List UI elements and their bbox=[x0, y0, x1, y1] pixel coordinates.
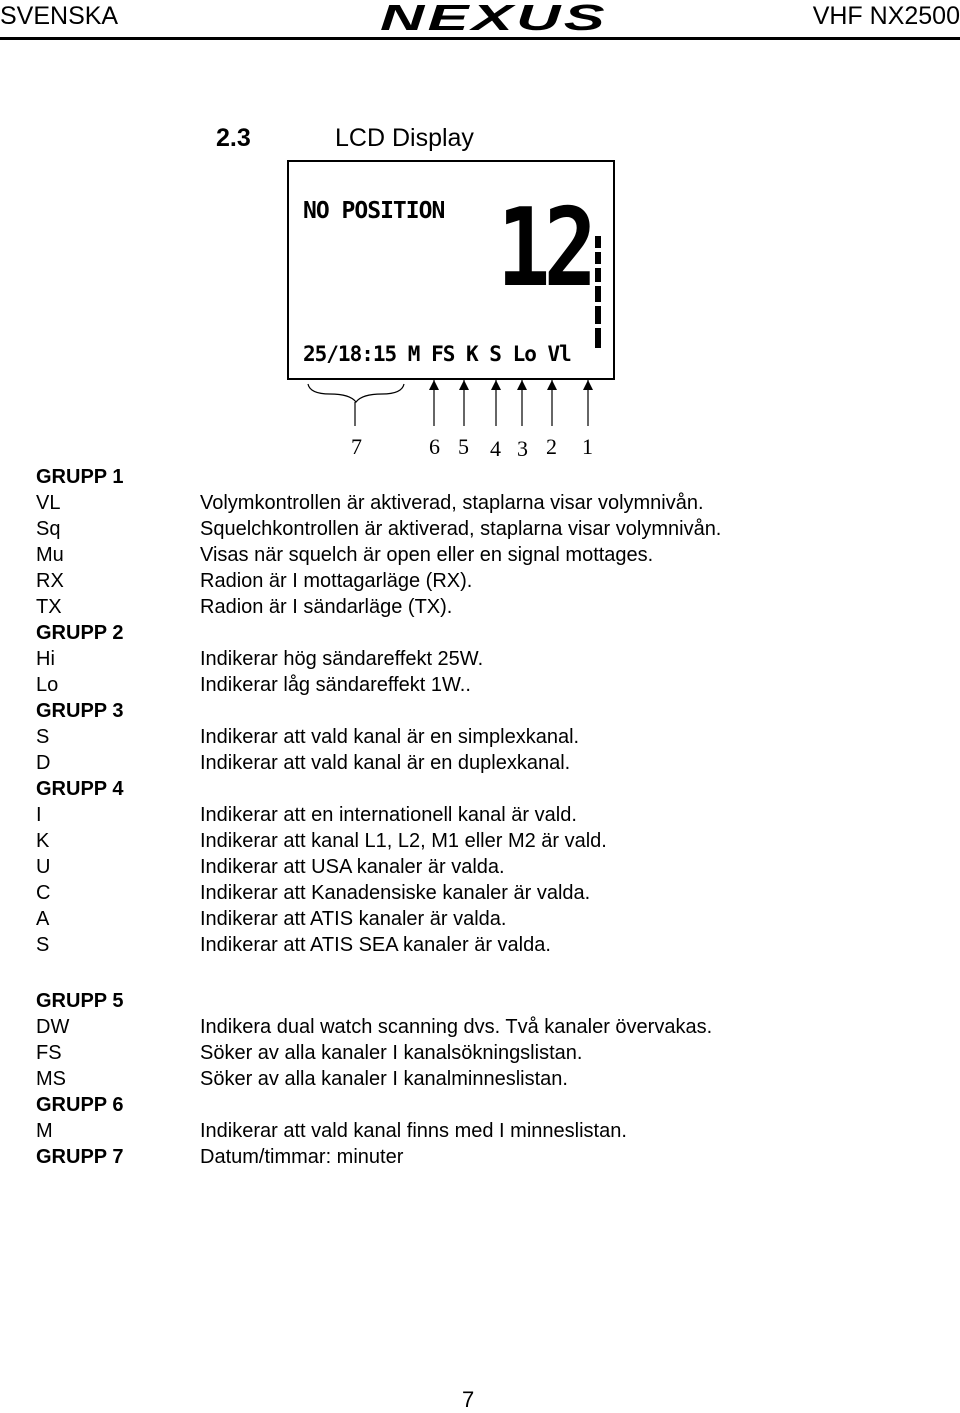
indicator-description: Indikerar att Kanadensiske kanaler är valda. bbox=[200, 882, 591, 904]
indicator-description: Indikerar att vald kanal är en simplexkanal. bbox=[200, 726, 580, 748]
indicator-code: S bbox=[36, 726, 50, 748]
indicator-description: Indikerar att vald kanal är en duplexkanal. bbox=[200, 752, 571, 774]
volume-level-bars bbox=[595, 236, 603, 342]
header-model: VHF NX2500 bbox=[812, 2, 960, 30]
indicator-description: Indikerar att ATIS SEA kanaler är valda. bbox=[200, 934, 551, 956]
lcd-status-row: 25/18:15 M FS K S Lo Vl bbox=[303, 342, 571, 366]
group-label: GRUPP 5 bbox=[36, 990, 124, 1012]
svg-text:NEXUS: NEXUS bbox=[380, 0, 608, 36]
section-number: 2.3 bbox=[216, 124, 251, 152]
callout-arrow-6 bbox=[429, 380, 439, 426]
indicator-description: Indikerar att USA kanaler är valda. bbox=[200, 856, 505, 878]
group-label: GRUPP 7 bbox=[36, 1146, 124, 1168]
indicator-code: K bbox=[36, 830, 50, 852]
indicator-code: I bbox=[36, 804, 42, 826]
nexus-logo bbox=[376, 0, 612, 36]
volume-bar bbox=[595, 328, 601, 348]
indicator-description: Visas när squelch är open eller en signal mottages. bbox=[200, 544, 654, 566]
indicator-description: Datum/timmar: minuter bbox=[200, 1146, 404, 1168]
indicator-description: Indikerar hög sändareffekt 25W. bbox=[200, 648, 484, 670]
indicator-code: DW bbox=[36, 1016, 70, 1038]
indicator-description: Radion är I sändarläge (TX). bbox=[200, 596, 453, 618]
indicator-code: VL bbox=[36, 492, 61, 514]
lcd-callouts bbox=[300, 380, 620, 460]
indicator-description: Indikerar låg sändareffekt 1W.. bbox=[200, 674, 471, 696]
indicator-code: Sq bbox=[36, 518, 61, 540]
indicator-code: Lo bbox=[36, 674, 59, 696]
callout-number-2: 2 bbox=[546, 434, 557, 459]
lcd-display bbox=[287, 160, 615, 380]
callout-number-4: 4 bbox=[490, 436, 501, 461]
page-header bbox=[0, 0, 960, 40]
volume-bar bbox=[595, 268, 601, 282]
indicator-description: Volymkontrollen är aktiverad, staplarna visar volymnivån. bbox=[200, 492, 704, 514]
callout-number-6: 6 bbox=[429, 434, 440, 459]
indicator-code: A bbox=[36, 908, 50, 930]
group-label: GRUPP 1 bbox=[36, 466, 124, 488]
callout-number-7: 7 bbox=[351, 434, 362, 459]
indicator-code: C bbox=[36, 882, 51, 904]
indicator-code: D bbox=[36, 752, 51, 774]
volume-bar bbox=[595, 286, 601, 302]
indicator-description: Söker av alla kanaler I kanalsökningslistan. bbox=[200, 1042, 583, 1064]
volume-bar bbox=[595, 306, 601, 324]
indicator-code: Hi bbox=[36, 648, 55, 670]
section-title: LCD Display bbox=[335, 124, 474, 152]
indicator-code: MS bbox=[36, 1068, 66, 1090]
group-label: GRUPP 6 bbox=[36, 1094, 124, 1116]
indicator-description: Indikerar att kanal L1, L2, M1 eller M2 är vald. bbox=[200, 830, 607, 852]
group-label: GRUPP 2 bbox=[36, 622, 124, 644]
indicator-description: Söker av alla kanaler I kanalminneslistan. bbox=[200, 1068, 568, 1090]
indicator-code: Mu bbox=[36, 544, 64, 566]
volume-bar bbox=[595, 236, 601, 248]
indicator-code: M bbox=[36, 1120, 53, 1142]
callout-number-5: 5 bbox=[458, 434, 469, 459]
callout-arrow-1 bbox=[583, 380, 593, 426]
lcd-status-text: NO POSITION bbox=[303, 198, 445, 224]
indicator-description: Indikera dual watch scanning dvs. Två kanaler övervakas. bbox=[200, 1016, 713, 1038]
indicator-code: FS bbox=[36, 1042, 62, 1064]
lcd-channel-number: 12 bbox=[497, 186, 591, 311]
indicator-code: TX bbox=[36, 596, 62, 618]
indicator-description: Indikerar att ATIS kanaler är valda. bbox=[200, 908, 507, 930]
header-rule bbox=[0, 37, 960, 40]
callout-arrow-2 bbox=[547, 380, 557, 426]
header-language: SVENSKA bbox=[0, 2, 119, 30]
volume-bar bbox=[595, 252, 601, 264]
group-label: GRUPP 4 bbox=[36, 778, 124, 800]
page-number: 7 bbox=[462, 1387, 475, 1412]
indicator-code: U bbox=[36, 856, 51, 878]
indicator-description: Indikerar att vald kanal finns med I minneslistan. bbox=[200, 1120, 627, 1142]
callout-number-1: 1 bbox=[582, 434, 593, 459]
callout-arrow-4 bbox=[491, 380, 501, 426]
callout-arrow-5 bbox=[459, 380, 469, 426]
indicator-description: Squelchkontrollen är aktiverad, staplarna visar volymnivån. bbox=[200, 518, 722, 540]
indicator-code: RX bbox=[36, 570, 64, 592]
indicator-code: S bbox=[36, 934, 50, 956]
brace-7 bbox=[308, 384, 404, 402]
indicator-description: Indikerar att en internationell kanal är vald. bbox=[200, 804, 577, 826]
indicator-description: Radion är I mottagarläge (RX). bbox=[200, 570, 473, 592]
callout-number-3: 3 bbox=[517, 436, 528, 461]
callout-arrow-3 bbox=[517, 380, 527, 426]
group-label: GRUPP 3 bbox=[36, 700, 124, 722]
